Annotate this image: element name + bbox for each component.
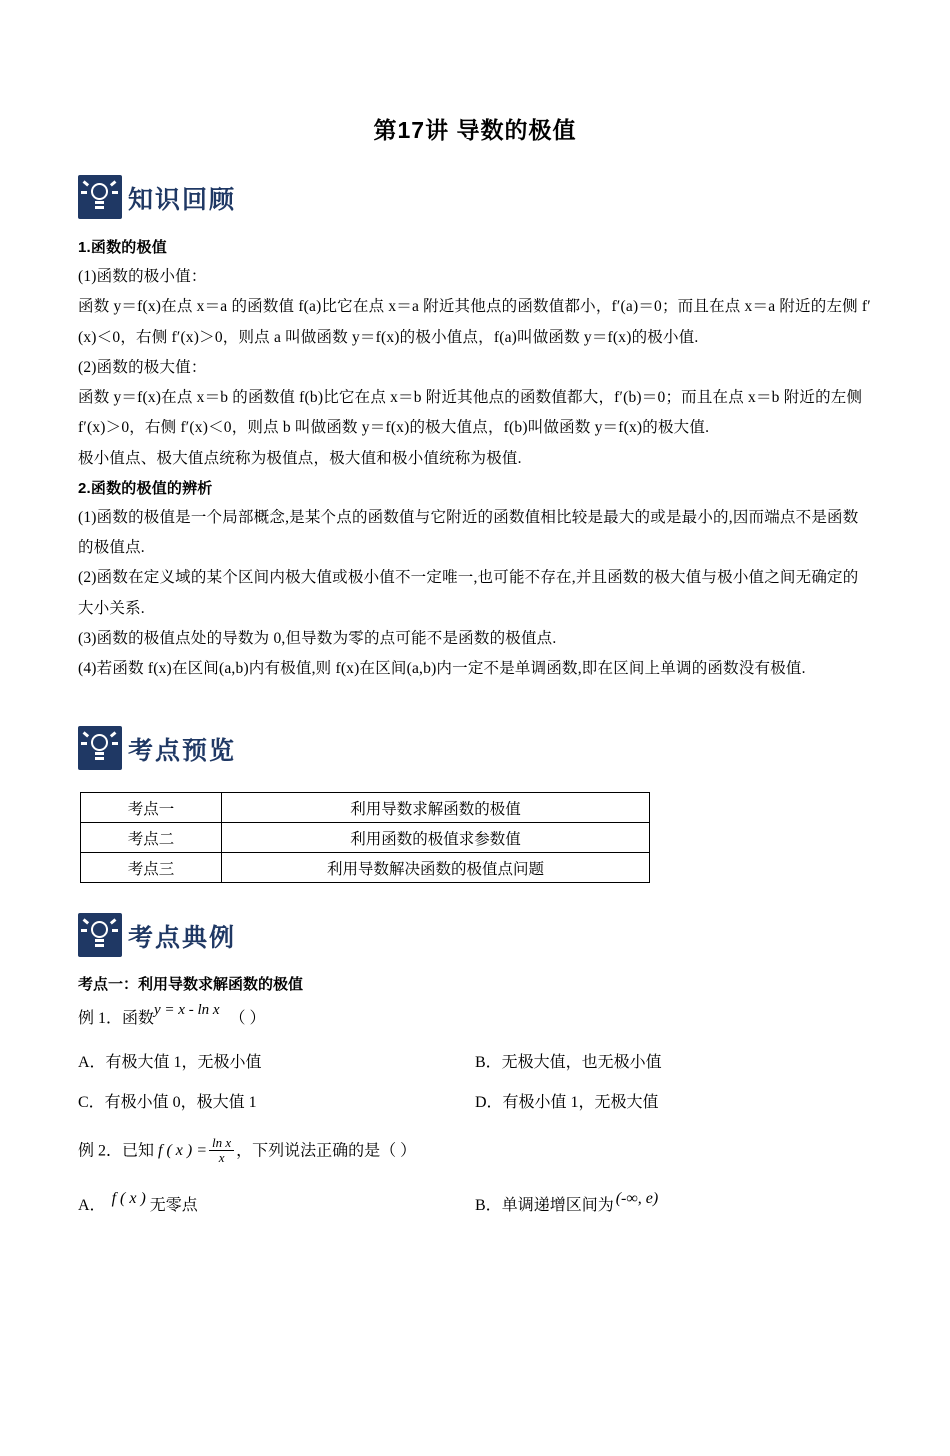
example-2-prefix: 例 2．已知 bbox=[78, 1142, 155, 1160]
example-1-suffix: （ ） bbox=[229, 1010, 266, 1028]
section-header-examples bbox=[78, 913, 872, 957]
option-a-expr: f ( x ) bbox=[111, 1190, 146, 1208]
option-d[interactable]: D．有极小值 1，无极大值 bbox=[475, 1093, 659, 1111]
option-b-expr: (-∞, e) bbox=[615, 1190, 659, 1208]
section-label-knowledge: 知识回顾 bbox=[128, 186, 237, 214]
table-cell-key: 考点三 bbox=[81, 853, 222, 883]
fraction-denominator: x bbox=[209, 1150, 234, 1166]
fraction-numerator: ln x bbox=[212, 1134, 232, 1150]
table-row bbox=[81, 793, 650, 823]
option-b[interactable]: B．无极大值，也无极小值 bbox=[475, 1053, 662, 1071]
knowledge-paragraph: (3)函数的极值点处的导数为 0,但导数为零的点可能不是函数的极值点. bbox=[78, 629, 557, 647]
knowledge-paragraph: (1)函数的极小值： bbox=[78, 268, 207, 286]
knowledge-paragraph: (2)函数的极大值： bbox=[78, 358, 207, 376]
knowledge-paragraph: 函数 y＝f(x)在点 x＝a 的函数值 f(a)比它在点 x＝a 附近其他点的函数值都小，f′(a)＝0；而且在点 x＝a 附近的左侧 f′(x)＜0，右侧 f′(x)＞0，则点 a 叫做函数 y＝f(x)的极小值点，f(a)叫做函数 y＝f(x)的极小值. bbox=[78, 298, 871, 346]
option-a-text: 无零点 bbox=[149, 1197, 198, 1215]
section-label-preview: 考点预览 bbox=[128, 737, 237, 766]
option-b-text: 单调递增区间为 bbox=[501, 1197, 614, 1215]
knowledge-paragraph: (2)函数在定义域的某个区间内极大值或极小值不一定唯一,也可能不存在,并且函数的极大值与极小值之间无确定的大小关系. bbox=[78, 569, 859, 617]
example-2-options-row-1 bbox=[78, 1192, 872, 1215]
lightbulb-icon bbox=[78, 175, 122, 219]
section-header-preview bbox=[78, 726, 872, 770]
knowledge-paragraph: (1)函数的极值是一个局部概念,是某个点的函数值与它附近的函数值相比较是最大的或是最小的,因而端点不是函数的极值点. bbox=[78, 509, 859, 557]
section-header-knowledge bbox=[78, 175, 872, 219]
option-b[interactable] bbox=[475, 1192, 872, 1215]
table-cell-key: 考点一 bbox=[81, 793, 222, 823]
exam-points-table bbox=[80, 792, 650, 883]
example-1-prefix: 例 1．函数 bbox=[78, 1010, 155, 1028]
table-cell-key: 考点二 bbox=[81, 823, 222, 853]
table-cell-value: 利用函数的极值求参数值 bbox=[222, 823, 650, 853]
example-1-stem bbox=[78, 1002, 872, 1032]
example-2-suffix: ，下列说法正确的是（ ） bbox=[236, 1142, 417, 1160]
knowledge-body bbox=[78, 233, 872, 684]
knowledge-paragraph: 2.函数的极值的辨析 bbox=[78, 479, 213, 497]
option-a[interactable] bbox=[78, 1192, 475, 1215]
page-title: 第17讲 导数的极值 bbox=[373, 117, 577, 143]
knowledge-paragraph: 函数 y＝f(x)在点 x＝b 的函数值 f(b)比它在点 x＝b 附近其他点的函数值都大，f′(b)＝0；而且在点 x＝b 附近的左侧 f′(x)＞0，右侧 f′(x)＜0，则点 b 叫做函数 y＝f(x)的极大值点，f(b)叫做函数 y＝f(x)的极大值. bbox=[78, 389, 863, 437]
example-1-formula: y = x - ln x bbox=[154, 1002, 220, 1019]
document-page bbox=[0, 112, 950, 1456]
table-cell-value: 利用导数解决函数的极值点问题 bbox=[222, 853, 650, 883]
lightbulb-icon bbox=[78, 913, 122, 957]
example-2-formula-f: f ( x ) = bbox=[158, 1142, 208, 1160]
option-c[interactable]: C．有极小值 0，极大值 1 bbox=[78, 1093, 257, 1111]
table-cell-value: 利用导数求解函数的极值 bbox=[222, 793, 650, 823]
section-label-examples: 考点典例 bbox=[128, 924, 237, 953]
example-2-fraction bbox=[209, 1136, 234, 1166]
knowledge-paragraph: 极小值点、极大值点统称为极值点，极大值和极小值统称为极值. bbox=[78, 449, 522, 467]
table-row bbox=[81, 853, 650, 883]
example-2-stem bbox=[78, 1136, 872, 1166]
knowledge-paragraph: 1.函数的极值 bbox=[78, 239, 167, 256]
kaodian-heading: 考点一：利用导数求解函数的极值 bbox=[78, 976, 304, 994]
option-b-letter: B． bbox=[475, 1197, 502, 1215]
option-a[interactable]: A．有极大值 1，无极小值 bbox=[78, 1053, 262, 1071]
option-a-letter: A． bbox=[78, 1197, 106, 1215]
knowledge-paragraph: (4)若函数 f(x)在区间(a,b)内有极值,则 f(x)在区间(a,b)内一定不是单调函数,即在区间上单调的函数没有极值. bbox=[78, 660, 806, 678]
lightbulb-icon bbox=[78, 726, 122, 770]
example-1-options-row-1 bbox=[78, 1049, 872, 1072]
table-row bbox=[81, 823, 650, 853]
example-1-options-row-2 bbox=[78, 1089, 872, 1112]
